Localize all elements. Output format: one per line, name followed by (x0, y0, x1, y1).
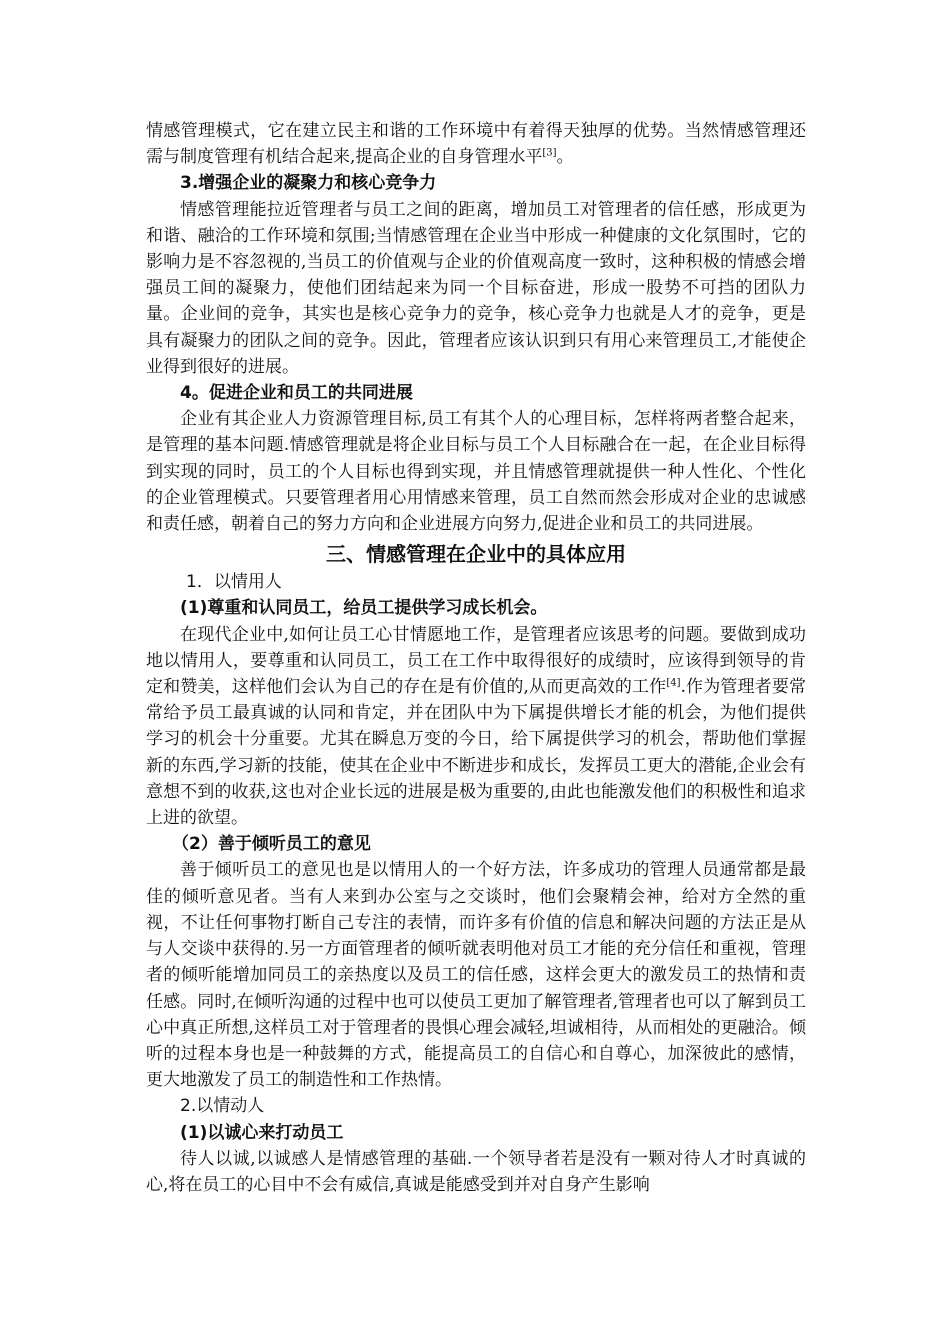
paragraph-sincerity: 待人以诚,以诚感人是情感管理的基础.一个领导者若是没有一颗对待人才时真诚的心,将在员工的心目中不会有威信,真诚是能感受到并对自身产生影响 (146, 1148, 806, 1195)
heading-3-cohesion: 3.增强企业的凝聚力和核心竞争力 (180, 173, 437, 194)
citation-ref-4: [4] (666, 677, 681, 689)
heading-2-1-sincerity: (1)以诚心来打动员工 (180, 1122, 344, 1143)
heading-1-2-listen: （2）善于倾听员工的意见 (172, 834, 371, 855)
paragraph-common-progress: 企业有其企业人力资源管理目标,员工有其个人的心理目标，怎样将两者整合起来，是管理的基本问题.情感管理就是将企业目标与员工个人目标融合在一起，在企业目标得到实现的同时，员工的个人目标也得到实现，并且情感管理就提供一种人性化、个性化的企业管理模式。只要管理者用心用情感来管理，员工自然而然会形成对企业的忠诚感和责任感，朝着自己的努力方向和企业进展方向努力,促进企业和员工的共同进展。 (146, 409, 806, 535)
heading-1-1-respect: (1)尊重和认同员工，给员工提供学习成长机会。 (180, 598, 548, 619)
paragraph-respect-text: 在现代企业中,如何让员工心甘情愿地工作，是管理者应该思考的问题。要做到成功地以情用人，要尊重和认同员工，员工在工作中取得很好的成绩时，应该得到领导的肯定和赞美，这样他们会认为自己的存在是有价值的,从而更高效的工作 (146, 624, 806, 698)
paragraph-respect (146, 622, 806, 832)
paragraph-intro-end: 。 (556, 147, 574, 168)
paragraph-intro (146, 118, 806, 170)
paragraph-cohesion: 情感管理能拉近管理者与员工之间的距离，增加员工对管理者的信任感，形成更为和谐、融洽的工作环境和氛围;当情感管理在企业当中形成一种健康的文化氛围时，它的影响力是不容忽视的,当员工的价值观与企业的价值观高度一致时，这种积极的情感会增强员工间的凝聚力，使他们团结起来为同一个目标奋进，形成一股势不可挡的团队力量。企业间的竞争，其实也是核心竞争力的竞争，核心竞争力也就是人才的竞争，更是具有凝聚力的团队之间的竞争。因此，管理者应该认识到只有用心来管理员工,才能使企业得到很好的进展。 (146, 199, 806, 377)
heading-1-use-people: 1．以情用人 (186, 572, 282, 593)
paragraph-intro-text: 情感管理模式，它在建立民主和谐的工作环境中有着得天独厚的优势。当然情感管理还需与制度管理有机结合起来,提高企业的自身管理水平 (146, 121, 806, 168)
paragraph-respect-text-cont: .作为管理者要常常给予员工最真诚的认同和肯定，并在团队中为下属提供增长才能的机会，为他们提供学习的机会十分重要。尤其在瞬息万变的今日，给下属提供学习的机会，帮助他们掌握新的东西,学习新的技能，使其在企业中不断进步和成长，发挥员工更大的潜能,企业会有意想不到的收获,这也对企业长远的进展是极为重要的,由此也能激发他们的积极性和追求上进的欲望。 (146, 677, 806, 829)
paragraph-listen: 善于倾听员工的意见也是以情用人的一个好方法，许多成功的管理人员通常都是最佳的倾听意见者。当有人来到办公室与之交谈时，他们会聚精会神，给对方全然的重视，不让任何事物打断自己专注的表情，而许多有价值的信息和解决问题的方法正是从与人交谈中获得的.另一方面管理者的倾听就表明他对员工才能的充分信任和重视，管理者的倾听能增加同员工的亲热度以及员工的信任感，这样会更大的激发员工的热情和责任感。同时,在倾听沟通的过程中也可以使员工更加了解管理者,管理者也可以了解到员工心中真正所想,这样员工对于管理者的畏惧心理会减轻,坦诚相待，从而相处的更融洽。倾听的过程本身也是一种鼓舞的方式，能提高员工的自信心和自尊心，加深彼此的感情，更大地激发了员工的制造性和工作热情。 (146, 860, 806, 1091)
heading-4-common-progress: 4。促进企业和员工的共同进展 (180, 383, 413, 404)
document-page (146, 118, 806, 1198)
citation-ref-3: [3] (542, 147, 557, 159)
section-title-3: 三、情感管理在企业中的具体应用 (326, 542, 626, 567)
heading-2-move-people: 2.以情动人 (180, 1096, 265, 1117)
